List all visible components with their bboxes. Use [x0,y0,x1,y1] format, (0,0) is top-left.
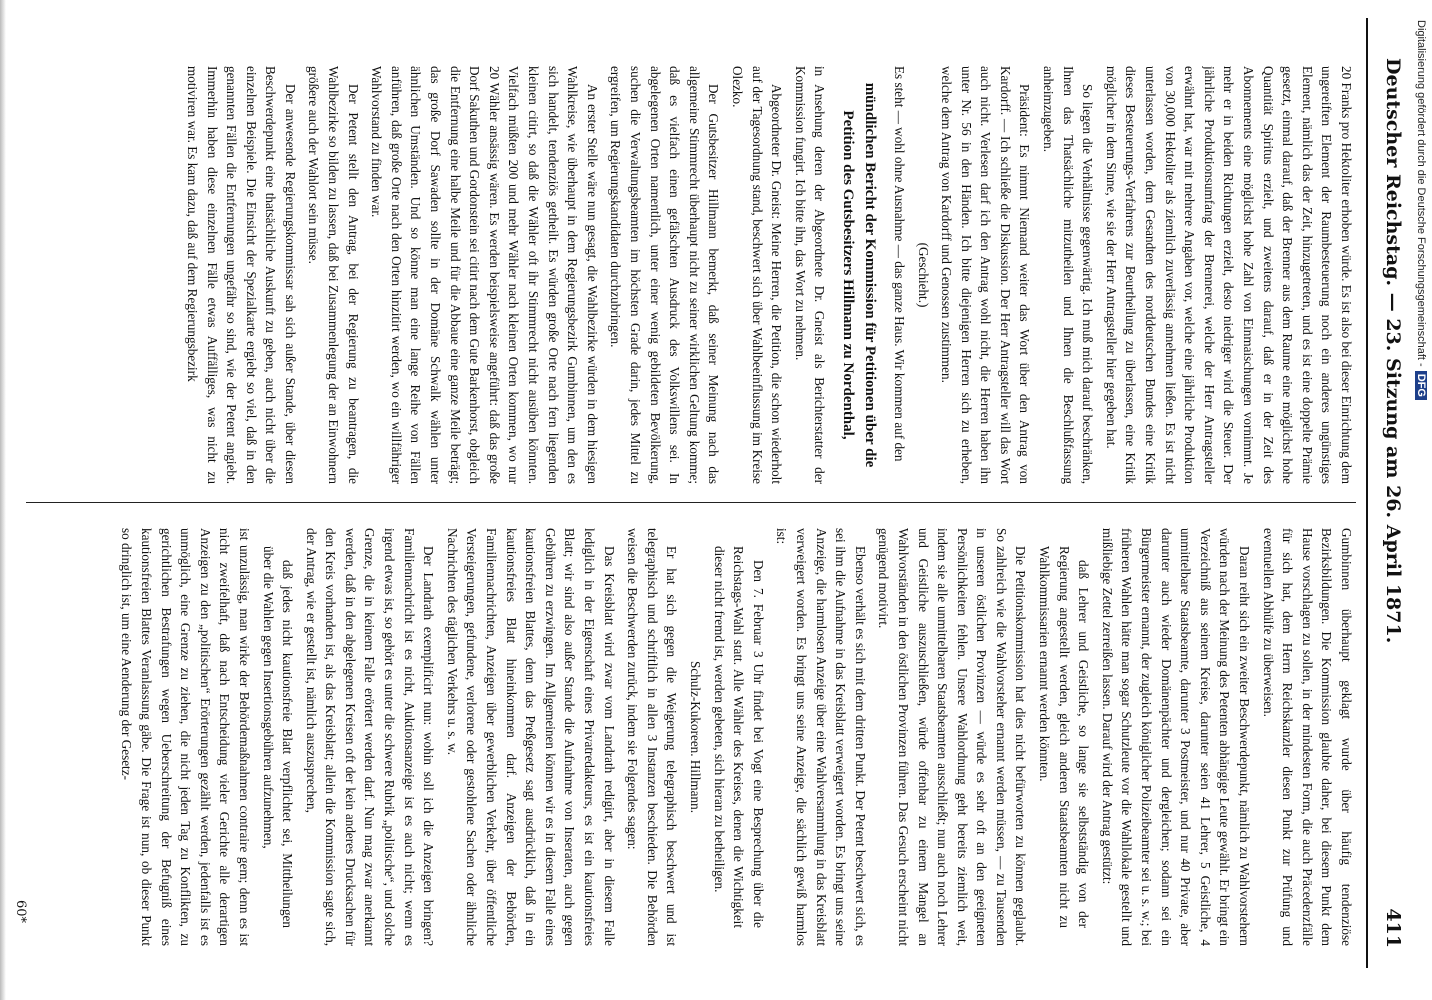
left-column [26,66,1356,484]
signature-line: Schulz-Kukoreen. Hillmann. [688,661,703,813]
paragraph: Die Petitionskommission hat dies nicht befürworten zu können geglaubt. So zahlreich wie die Wahlvorsteher ernannt werden müssen, — zu Tausenden in unseren östlichen Provinzen — würde es sehr oft an den geeigneten Persönlichkeiten fehlen. Unsere Wahlordnung geht bereits ziemlich weit, indem sie alle unmittelbaren Staatsbeamten ausschließt; nun auch noch Lehrer und Geistliche auszuschließen, würde offenbar zu einem Mangel an Wahlvorständen in den östlichen Provinzen führen. Das Gesuch erscheint nicht genügend motivirt. [876,528,1029,946]
stage-direction: (Geschieht.) [915,242,931,308]
president-speech: Präsident: Es nimmt Niemand weiter das Wort über den Antrag von Kardorff. — Ich schließe die Diskussion. Der Herr Antragsteller will das Wort auch nicht. Verlesen darf ich den Antrag wohl nicht, die Herren haben ihn unter Nr. 56 in den Händen. Ich bitte diejenigen Herren sich zu erheben, welche dem Antrag von Kardorff und Genossen zustimmen. [939,66,1033,484]
paragraph: Der anwesende Regierungskommissar sah sich außer Stande, über diesen Beschwerdepunkt eine thatsächliche Auskunft zu geben, auch nicht über die einzelnen Beispiele. Die Einsicht der Spezialkarte ergiebt so viel, daß in den genannten Fällen die Entfernungen ungefähr so sind, wie der Petent angiebt. Immerhin haben diese einzelnen Fälle etwas Auffälliges, was nicht zu motiviren war. Es kam dazu, daß auf dem Regierungsbezirk [184,66,298,484]
paragraph: Der Landrath exemplificirt nun: wohin soll ich die Anzeigen bringen? Familiennachricht ist es nicht, Auktionsanzeige ist es auch nicht; wenn es irgend etwas ist, so gehört es unter die schwere Rubrik „politische“, und solche Grenze, die in keinem Falle erörtert werden darf. Nun mag zwar anerkannt werden, daß in den abgelegenen Kreisen oft der kein anderes Drucksachen für den Kreis vorhanden ist, als das Kreisblatt; allein die Kommission sagte sich, der Antrag, wie er gestellt ist, nämlich auszusprechen, [303,528,437,946]
header-rule [1366,18,1368,968]
right-column [26,528,1356,946]
header-title: Deutscher Reichstag. — 23. Sitzung am 26. April 1871. [1382,58,1404,644]
paragraph: Der Petent stellt den Antrag, bei der Regierung zu beantragen, die Wahlbezirke so bilden zu lassen, daß bei Zusammenlegung der an Einwohnern größere auch der Wahlort sein müsse. [306,66,361,484]
paragraph: So liegen die Verhältnisse gegenwärtig. Ich muß mich darauf beschränken, Ihnen das Thatsächliche mitzutheilen und Ihnen die Beschlußfassung anheimzugeben. [1041,66,1096,484]
paragraph: 20 Franks pro Hektoliter erhoben würde. Es ist also bei dieser Einrichtung dem ungereiften Element der Raumbesteuerung noch ein anderes ungünstiges Element, nämlich das der Zeit, hinzugetreten, und es ist eine doppelte Prämie gesetzt, einmal darauf, daß der Brenner aus dem Raume eine möglichst hohe Quantität Spiritus erzielt, und zweitens darauf, daß er in der Zeit des Abonnements eine möglichst hohe Zahl von Einmaischungen vornimmt. Je mehr er in beiden Richtungen erzielt, desto niedriger wird die Steuer. Der jährliche Produktionsumfang der Brennerei, welche der Herr Antragsteller erwähnt hat, war mit mehrere Angaben vor, welche eine jährliche Produktion von 30,000 Hektoliter als ziemlich zuverlässig annehmen ließen. Es ist nicht unterlassen worden, dem Gesandten des norddeutschen Bundes eine Kritik dieses Besteuerungs-Verfahrens zur Beurtheilung zu überlassen, eine Kritik möglicher in dem Sinne, wie sie der Herr Antragsteller hier gegeben hat. [1103,66,1354,484]
notice-text: Digitalisierung gefördert durch die Deutsche Forschungsgemeinschaft - [1415,20,1427,367]
paragraph: Es steht — wohl ohne Ausnahme — das ganze Haus. Wir kommen auf den [891,66,907,462]
page-number: 411 [1382,908,1404,948]
quoted-motion: daß Lehrer und Geistliche, so lange sie selbstständig von der Regierung angestellt werden, gleich anderen Staatsbeamten nicht zu Wahlkommissarien ernannt werden könnten. [1037,546,1092,928]
paragraph: Gumbinnen überhaupt geklagt wurde über häufig tendenziöse Bezirksbildungen. Die Kommission glaubte daher, bei diesem Punkt dem Hause vorschlagen zu sollen, in der mindesten Form, die auch Präcedenzfälle für sich hat, dem Herrn Reichskanzler diesen Punkt zur Prüfung und eventuellen Abhülfe zu überweisen. [1260,528,1354,946]
paragraph: An erster Stelle wäre nun gesagt, die Wahlbezirke würden in dem hiesigen Wahlkreise, wie überhaupt in dem Regierungsbezirk Gumbinnen, um den es sich handelt, tendenziös getheilt. Es würden große Orte nach fern liegenden kleinen citirt, so daß die Wähler oft ihr Stimmrecht nicht ausüben könnten. Vielfach müßten 200 und mehr Wähler nach kleinen Orten kommen, wo nur 20 Wähler ansässig wären. Es werden beispielsweise angeführt: daß das große Dorf Sakuthen und Gordonstein sei citirt nach dem Gute Barkenhorst, obgleich die Entfernung eine halbe Meile und für die Abbaue eine ganze Meile beträgt; das große Dorf Sawaden sollte in der Domäne Schwalk wählen unter ähnlichen Umständen. Und so könne man eine lange Reihe von Fällen anführen, daß große Orte nach den Orten hinzitirt werden, wo ein willfähriger Wahlvorstand zu finden war. [369,66,600,484]
dfg-logo: DFG [1415,371,1427,400]
paragraph: in Ansehung deren der Abgeordnete Dr. Gneist als Berichterstatter der Kommission fungirt. Ich bitte ihn, das Wort zu nehmen. [792,66,828,484]
paragraph: Ebenso verhält es sich mit dem dritten Punkt. Der Petent beschwert sich, es sei ihm die Aufnahme in das Kreisblatt verweigert worden. Es bringt uns seine Anzeige, die harmlosen Anzeige über eine Wahlversammlung in das Kreisblatt verweigert worden. Es bringt uns seine Anzeige, die sächlich gewiß harmlos ist: [774,528,868,946]
quoted-notice: Den 7. Februar 3 Uhr findet bei Vogt eine Besprechung über die Reichstags-Wahl statt. Alle Wähler des Kreises, denen die Wichtigkeit dieser nicht fremd ist, werden gebeten, sich hieran zu betheiligen. [711,546,766,928]
paragraph: Daran reiht sich ein zweiter Beschwerdepunkt, nämlich zu Wahlvorstehern würden nach der Meinung des Petenten abhängige Leute gewählt. Er bringt ein Verzeichniß aus seinem Kreise, darunter seien 41 Lehrer, 5 Geistliche, 4 unmittelbare Staatsbeamte, darunter 3 Postmeister, und nur 40 Private, aber darunter auch wieder Domänenpächter und dergleichen; sodann sei ein Bürgermeister ernannt, der zugleich königlicher Polizeibeamter sei u. s. w.; bei früheren Wahlen hätte man sogar Schutzleute vor die Wahllokale gestellt und mißliebige Zettel zerreißen lassen. Darauf wird der Antrag gestützt: [1099,528,1253,946]
paragraph: Der Gutsbesitzer Hillmann bemerkt, daß seiner Meinung nach das allgemeine Stimmrecht überhaupt nicht zu seiner wirklichen Geltung komme; daß es vielfach einen gefälschten Ausdruck des Volkswillens sei. In abgelegenen Orten namentlich, unter einer wenig gebildeten Bevölkerung, suchen die Verwaltungsbeamten im höchsten Grade darin, jedes Mittel zu ergreifen, um Regierungskandidaten durchzubringen. [608,66,722,484]
digitization-notice [1412,20,1430,980]
section-heading: mündlichen Bericht der Kommission für Petitionen über die Petition des Gutsbesitzers Hillmann zu Nordenthal, [840,82,879,468]
quoted-motion: daß jedes nicht kautionsfreie Blatt verpflichtet sei, Mittheilungen über die Wahlen gegen Insertionsgebühren aufzunehmen, [260,546,296,928]
paragraph: ist unzulässig, man wirke der Behördemaßnahmen contraire gem; denn es ist nicht zweifelhaft, daß nach Entscheidung vieler Gerichte alle derartigen Anzeigen zu den „politischen“ Erörterungen gezählt werden, jedenfalls ist es unmöglich, eine Grenze zu ziehen, die nicht jeden Tag zu Konflikten, zu gerichtlichen Bestrafungen wegen Ueberschreitung der Befugniß eines kautionsfreien Blattes Veranlassung gäbe. Die Frage ist nun, ob dieser Punkt so dringlich ist, um eine Aenderung der Gesetz- [119,528,252,946]
running-header [1372,18,1412,968]
signature-mark: 60* [13,900,28,924]
gneist-speech: Abgeordneter Dr. Gneist: Meine Herren, die Petition, die schon wiederholt auf der Tagesordnung stand, beschwert sich über Wahlbeeinflussung im Kreise Olezko. [729,66,785,484]
column-divider [26,502,1356,503]
paragraph: Er hat sich gegen die Weigerung telegraphisch beschwert und ist telegraphisch und schriftlich in allen 3 Instanzen beschieden. Die Behörden weisen die Beschwerden zurück, indem sie Folgendes sagen: [625,528,680,946]
paragraph: Das Kreisblatt wird zwar vom Landrath redigirt, aber in diesem Falle lediglich in der Eigenschaft eines Privatredakteurs, es ist ein kautionsfreies Blatt; wir sind also außer Stande die Aufnahme von Inseraten, auch gegen Gebühren zu erzwingen. Im Allgemeinen können wir es in diesem Falle eines kautionsfreien Blattes, denn das Preßgesetz sagt ausdrücklich, daß in ein kautionsfreies Blatt hineinkommen darf. Anzeigen der Behörden, Familiennachrichten, Anzeigen über gewerblichen Verkehr, über öffentliche Versteigerungen, gefundene, verlorene oder gestohlene Sachen oder ähnliche Nachrichten des täglichen Verkehrs u. s. w. [444,528,617,946]
